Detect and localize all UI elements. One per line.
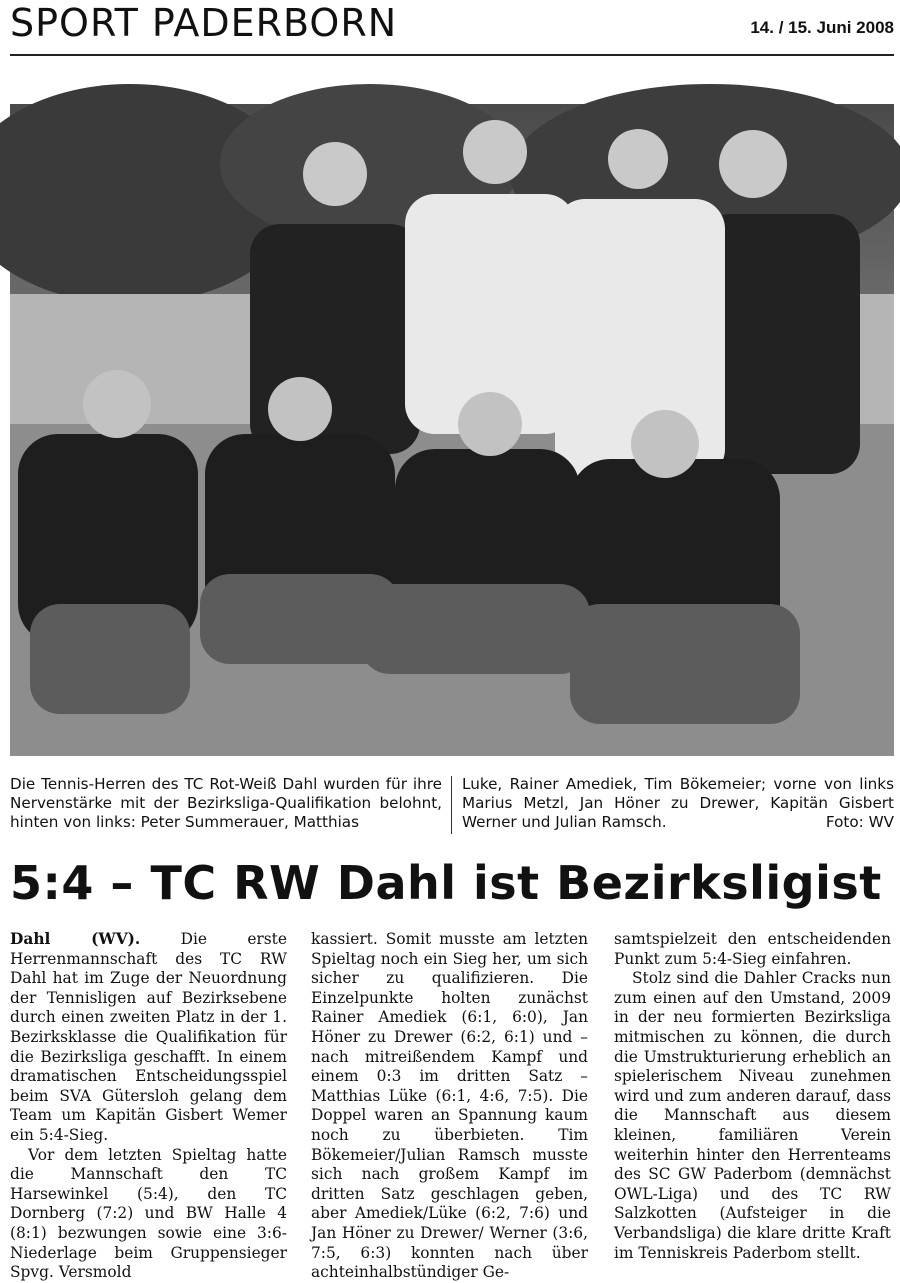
team-photo-illustration [10,104,894,756]
photo-credit: Foto: WV [825,813,894,831]
article-headline: 5:4 – TC RW Dahl ist Bezirksligist [10,856,882,910]
article-paragraph: kassiert. Somit musste am letzten Spieltag noch ein Sieg her, um sich sicher zu qualifizieren. Die Einzelpunkte holten zunächst Rainer Amediek (6:1, 6:0), Jan Höner zu Drewer (6:2, 6:1) und – nach mitreißendem Kampf und einem 0:3 im dritten Satz – Matthias Lüke (6:1, 4:6, 7:5). Die Doppel waren an Spannung kaum noch zu überbieten. Tim Bökemeier/Julian Ramsch musste sich nach großem Kampf im dritten Satz geschlagen geben, aber Amediek/Lüke (6:2, 7:6) und Jan Höner zu Drewer/ Werner (3:6, 7:5, 6:3) konnten nach über achteinhalbstündiger Ge- [311,930,588,1282]
article-paragraph: samtspielzeit den entscheidenden Punkt zum 5:4-Sieg einfahren. [614,930,891,968]
photo-caption-left: Die Tennis-Herren des TC Rot-Weiß Dahl wurden für ihre Nervenstärke mit der Bezirksliga-Qualifikation belohnt, hinten von links: Peter Summerauer, Matthias [10,775,442,831]
masthead-rule [10,54,894,56]
issue-date: 14. / 15. Juni 2008 [750,18,894,37]
masthead [10,0,894,46]
dateline: Dahl (WV). [10,930,141,948]
article-column-2 [311,930,588,1282]
caption-divider [451,776,452,834]
article-paragraph: Vor dem letzten Spieltag hatte die Mannschaft den TC Harsewinkel (5:4), den TC Dornberg (7:2) und BW Halle 4 (8:1) bezwungen sowie eine 3:6-Niederlage beim Gruppensieger Spvg. Versmold [10,1145,287,1282]
team-photo [10,104,894,756]
article-paragraph [10,930,287,1146]
photo-caption-right [462,775,894,832]
article-column-3 [614,930,891,1270]
caption-right-text: Luke, Rainer Amediek, Tim Bökemeier; vorne von links Marius Metzl, Jan Höner zu Drewer, Kapitän Gisbert Werner und Julian Ramsch. [462,775,894,831]
article-paragraph: Stolz sind die Dahler Cracks nun zum einen auf den Umstand, 2009 in der neu formierten Bezirksliga mitmischen zu können, die durch die Umstrukturierung erheblich an spielerischem Niveau zunehmen wird und zum anderen darauf, dass die Mannschaft aus diesem kleinen, familiären Verein weiterhin hinter den Herrenteams des SC GW Paderbom (demnächst OWL-Liga) und des TC RW Salzkotten (Aufsteiger in die Verbandsliga) die klare dritte Kraft im Tenniskreis Paderbom stellt. [614,969,891,1262]
article-column-1 [10,930,287,1282]
paragraph-text: Die erste Herrenmannschaft des TC RW Dahl hat im Zuge der Neuordnung der Tennisligen auf Bezirksebene durch einen zweiten Platz in der 1. Bezirksklasse die Qualifikation für die Bezirksliga geschafft. In einem dramatischen Entscheidungsspiel beim SVA Gütersloh gelang dem Team um Kapitän Gisbert Wemer ein 5:4-Sieg. [10,930,287,1144]
section-title: SPORT PADERBORN [10,1,398,45]
